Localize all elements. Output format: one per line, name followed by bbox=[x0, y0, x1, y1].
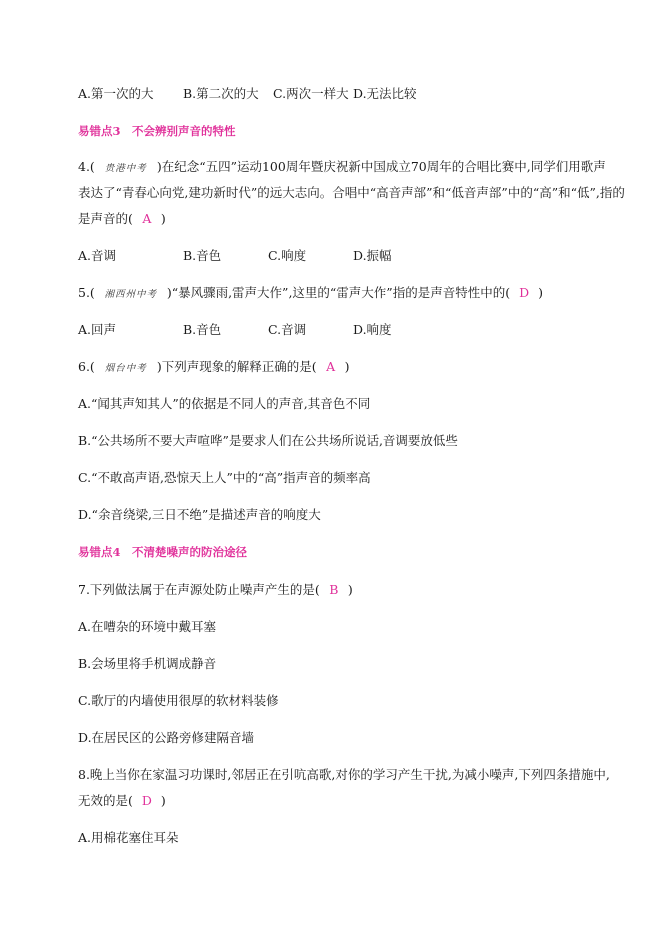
q8-answer: D bbox=[141, 793, 152, 808]
q5-line bbox=[78, 285, 543, 303]
q3-option-b: B.第二次的大 bbox=[183, 86, 259, 101]
q5-option-c: C.音调 bbox=[268, 322, 307, 337]
q3-option-c: C.两次一样大 bbox=[273, 86, 349, 101]
q6-close: ) bbox=[344, 359, 350, 374]
q7-option-c: C.歌厅的内墙使用很厚的软材料装修 bbox=[78, 693, 279, 708]
section-heading-4: 易错点4 不清楚噪声的防治途径 bbox=[78, 545, 247, 559]
q4-close: ) bbox=[160, 211, 166, 226]
q4-text-3: 是声音的( bbox=[78, 211, 133, 226]
q3-option-d: D.无法比较 bbox=[353, 86, 417, 101]
q3-option-a: A.第一次的大 bbox=[78, 86, 154, 101]
q8-line-2 bbox=[78, 793, 166, 809]
q6-text: )下列声现象的解释正确的是( bbox=[156, 359, 317, 374]
q5-prefix: 5.( bbox=[78, 285, 95, 300]
q3-options bbox=[78, 86, 417, 102]
q4-source: 贵港中考 bbox=[104, 163, 147, 174]
q5-option-b: B.音色 bbox=[183, 322, 222, 337]
q6-prefix: 6.( bbox=[78, 359, 95, 374]
q5-options bbox=[78, 322, 392, 338]
q4-option-b: B.音色 bbox=[183, 248, 222, 263]
q7-option-b: B.会场里将手机调成静音 bbox=[78, 656, 217, 671]
q4-line-1 bbox=[78, 159, 606, 177]
q6-source: 烟台中考 bbox=[104, 363, 147, 374]
q7-text: 7.下列做法属于在声源处防止噪声产生的是( bbox=[78, 582, 320, 597]
q7-option-d: D.在居民区的公路旁修建隔音墙 bbox=[78, 730, 255, 745]
q6-option-b: B.“公共场所不要大声喧哗”是要求人们在公共场所说话,音调要放低些 bbox=[78, 433, 458, 448]
q8-close: ) bbox=[160, 793, 166, 808]
q4-option-a: A.音调 bbox=[78, 248, 117, 263]
q8-line-1: 8.晚上当你在家温习功课时,邻居正在引吭高歌,对你的学习产生干扰,为减小噪声,下列四条措施中, bbox=[78, 767, 610, 782]
q6-answer: A bbox=[326, 359, 336, 374]
q4-option-c: C.响度 bbox=[268, 248, 307, 263]
q4-line-2: 表达了“青春心向党,建功新时代”的远大志向。合唱中“高音声部”和“低音声部”中的“高”和“低”,指的 bbox=[78, 185, 625, 200]
q5-option-a: A.回声 bbox=[78, 322, 117, 337]
q6-option-d: D.“余音绕梁,三日不绝”是描述声音的响度大 bbox=[78, 507, 321, 522]
q7-close: ) bbox=[347, 582, 353, 597]
q4-option-d: D.振幅 bbox=[353, 248, 392, 263]
q5-text: )“暴风骤雨,雷声大作”,这里的“雷声大作”指的是声音特性中的( bbox=[166, 285, 511, 300]
q4-line-3 bbox=[78, 211, 166, 227]
q4-text-1: )在纪念“五四”运动100周年暨庆祝新中国成立70周年的合唱比赛中,同学们用歌声 bbox=[156, 159, 606, 174]
section-heading-3: 易错点3 不会辨别声音的特性 bbox=[78, 124, 236, 138]
q8-option-a: A.用棉花塞住耳朵 bbox=[78, 830, 179, 845]
q4-answer: A bbox=[142, 211, 152, 226]
q5-close: ) bbox=[538, 285, 543, 300]
q5-source: 湘西州中考 bbox=[104, 289, 158, 300]
q5-option-d: D.响度 bbox=[353, 322, 392, 337]
q7-answer: B bbox=[329, 582, 339, 597]
q7-option-a: A.在嘈杂的环境中戴耳塞 bbox=[78, 619, 217, 634]
q5-answer: D bbox=[519, 285, 530, 300]
q4-prefix: 4.( bbox=[78, 159, 95, 174]
q6-option-c: C.“不敢高声语,恐惊天上人”中的“高”指声音的频率高 bbox=[78, 470, 371, 485]
q6-line bbox=[78, 359, 349, 377]
q4-options bbox=[78, 248, 392, 264]
q8-text-2: 无效的是( bbox=[78, 793, 133, 808]
q7-line bbox=[78, 582, 353, 598]
q6-option-a: A.“闻其声知其人”的依据是不同人的声音,其音色不同 bbox=[78, 396, 371, 411]
